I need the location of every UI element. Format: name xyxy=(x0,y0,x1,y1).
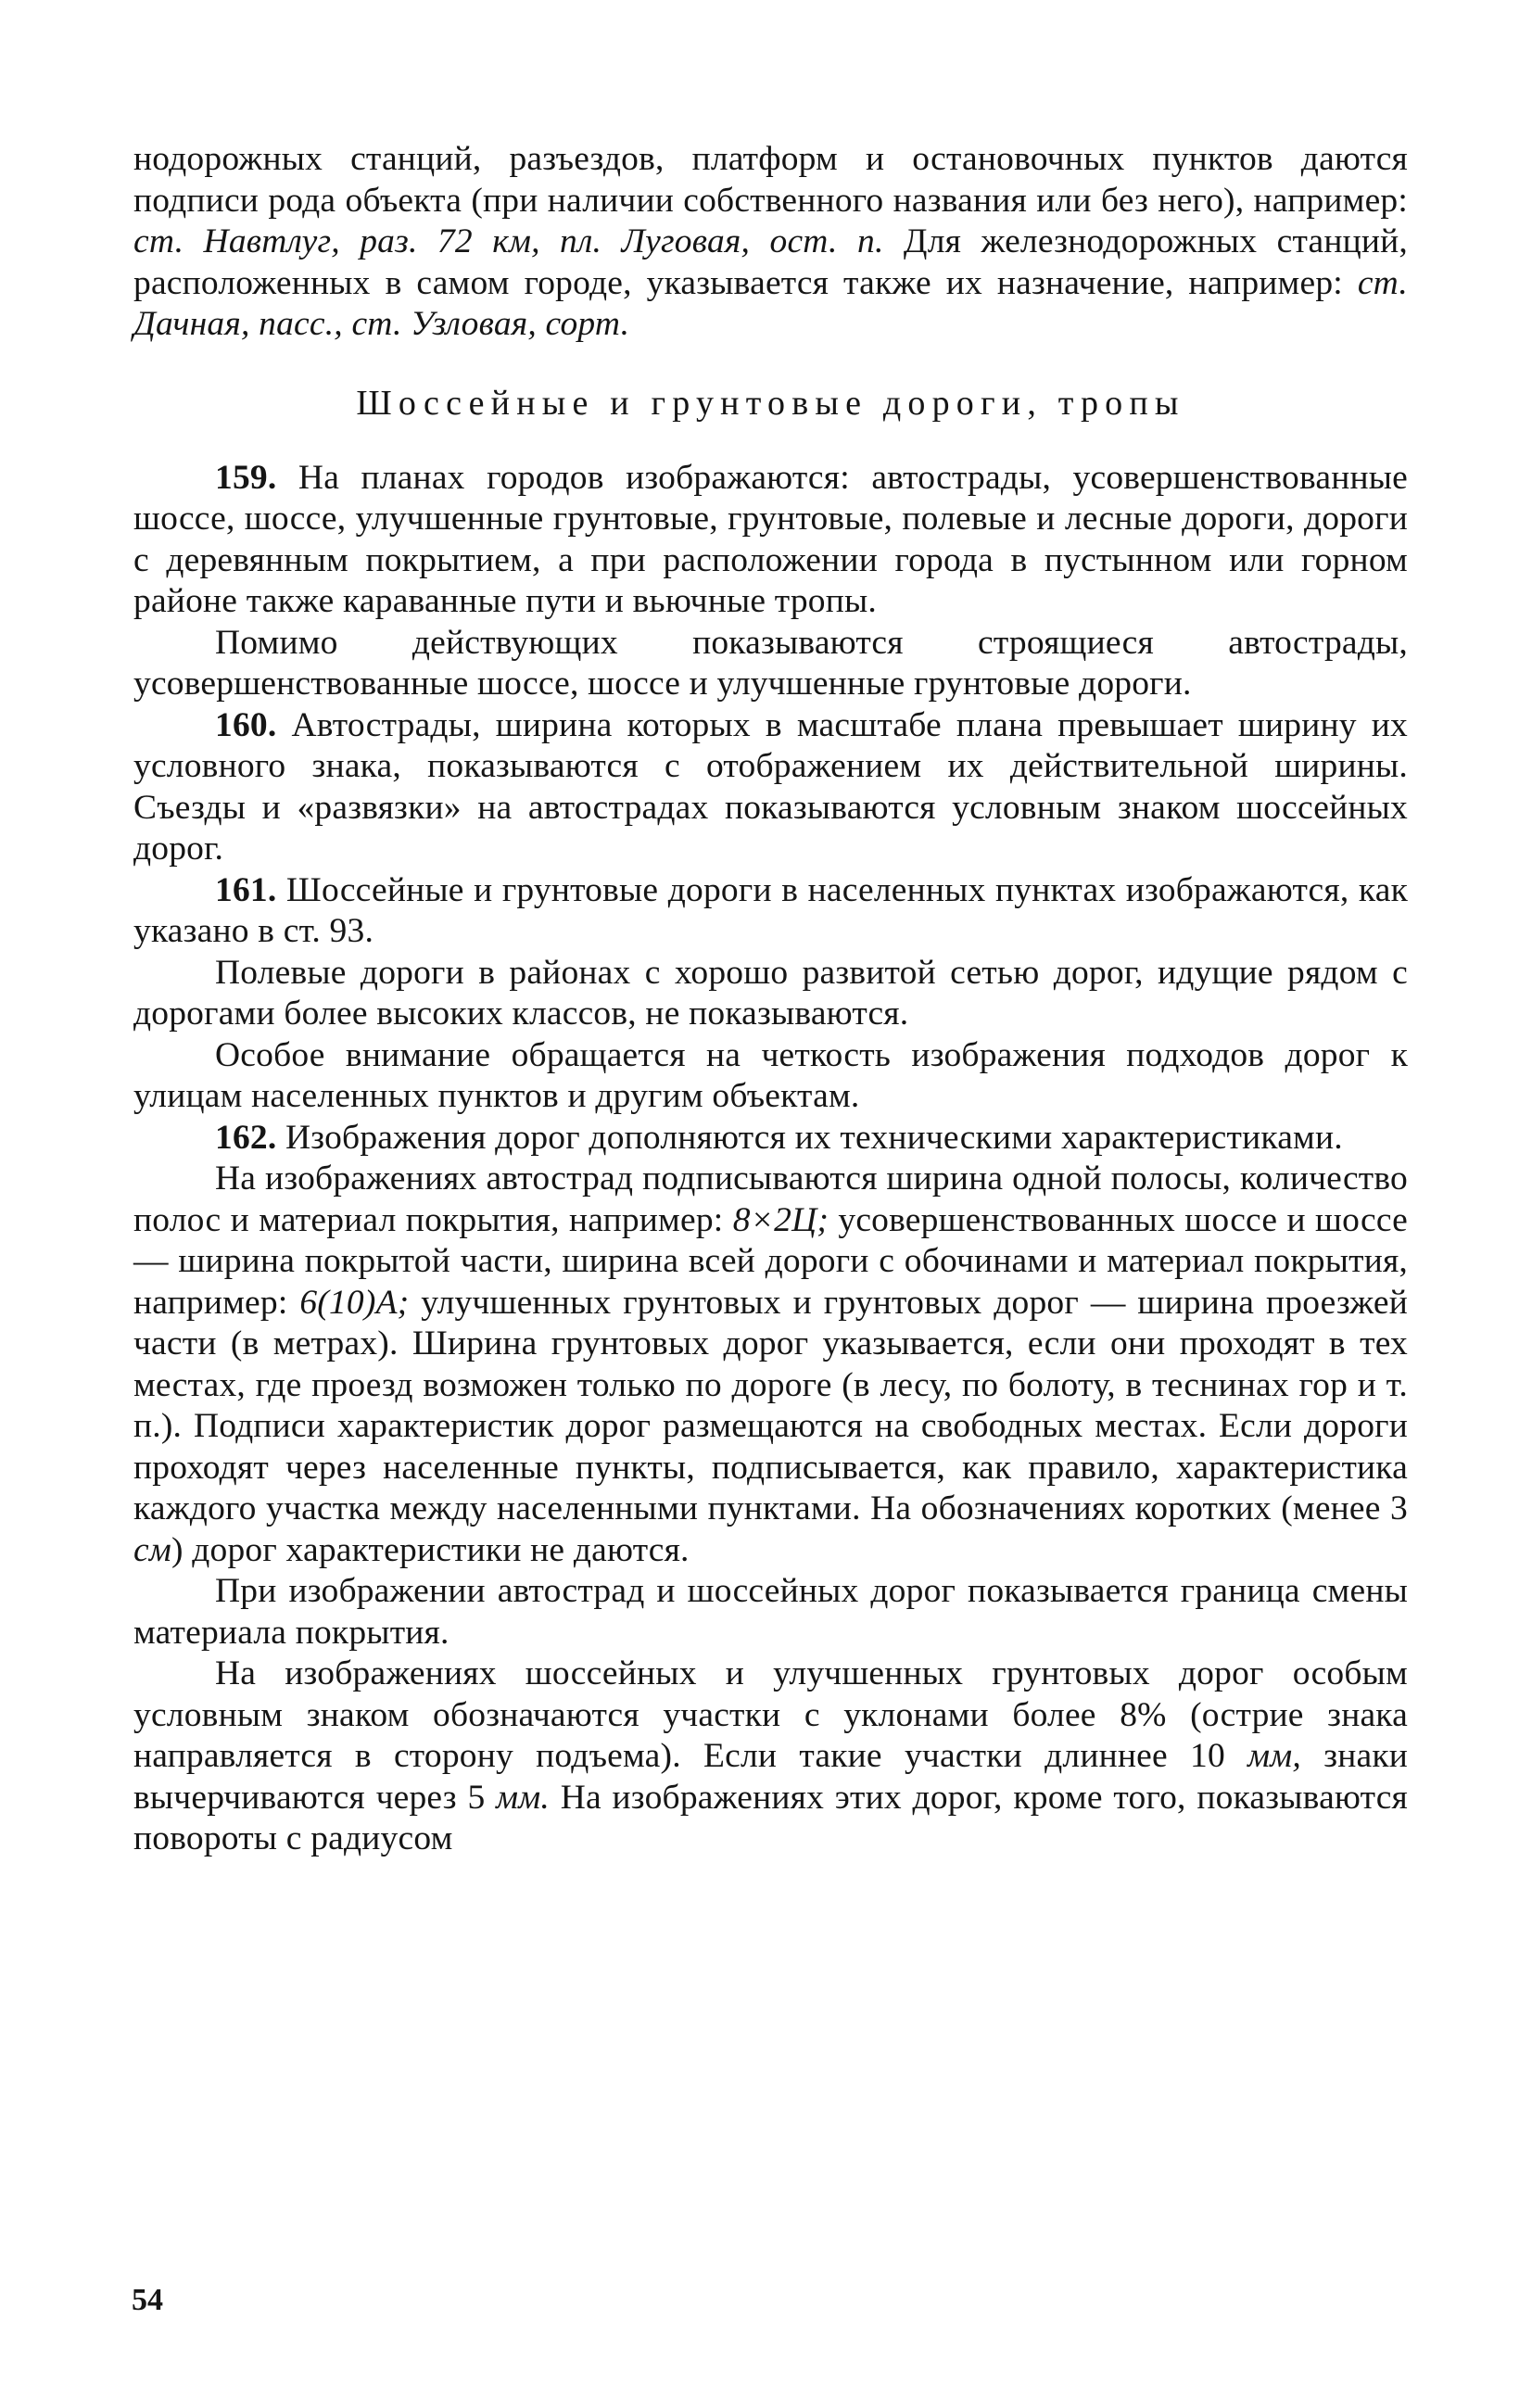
paragraph-162-slopes xyxy=(133,1654,1408,1860)
article-number-159: 159. xyxy=(215,458,277,497)
p162d-text-a: На изображениях шоссейных и улучшенных грунтовых дорог особым условным знаком обозначаются участки с уклонами более 8% (острие знака направляется в сторону подъема). Если такие участки длиннее 10 xyxy=(133,1654,1408,1775)
paragraph-162-text: Изображения дорог дополняются их техническими характеристиками. xyxy=(276,1118,1343,1157)
body-text xyxy=(133,139,1408,1860)
p162b-example-1: 8×2Ц; xyxy=(732,1200,829,1239)
paragraph-159-text: На планах городов изображаются: автострады, усовершенствованные шоссе, шоссе, улучшенные грунтовые, грунтовые, полевые и лесные дороги, дороги с деревянным покрытием, а при расположении города в пустынном или горном районе также караванные пути и вьючные тропы. xyxy=(133,458,1408,620)
p162b-unit-cm: см xyxy=(133,1530,171,1569)
intro-examples-1: ст. Навтлуг, раз. 72 км, пл. Луговая, ост. п. xyxy=(133,222,884,260)
page-number: 54 xyxy=(132,2283,163,2317)
paragraph-159 xyxy=(133,458,1408,623)
p162b-text-g: ) дорог характеристики не даются. xyxy=(171,1530,690,1569)
intro-text-c: Для железнодорожных станций, расположенных в самом городе, указывается также их назначение, например: xyxy=(133,222,1408,302)
p162d-text-c: знаки вычерчиваются через 5 xyxy=(133,1737,1409,1817)
paragraph-161-text: Шоссейные и грунтовые дороги в населенных пунктах изображаются, как указано в ст. 93. xyxy=(133,870,1408,950)
paragraph-160-text: Автострады, ширина которых в масштабе плана превышает ширину их условного знака, показываются с отображением их действительной ширины. Съезды и «развязки» на автострадах показываются условным знаком шоссейных дорог. xyxy=(133,705,1408,868)
paragraph-161-approaches: Особое внимание обращается на четкость изображения подходов дорог к улицам населенных пунктов и другим объектам. xyxy=(133,1035,1408,1115)
article-number-162: 162. xyxy=(215,1118,277,1157)
article-number-161: 161. xyxy=(215,870,277,909)
p162b-example-2: 6(10)А; xyxy=(299,1283,410,1322)
section-title: Шоссейные и грунтовые дороги, тропы xyxy=(356,383,1185,423)
paragraph-162-surface-change: При изображении автострад и шоссейных дорог показывается граница смены материала покрытия. xyxy=(133,1572,1408,1652)
paragraph-162-characteristics xyxy=(133,1159,1408,1571)
p162b-text-e: улучшенных грунтовых и грунтовых дорог — ширина проезжей части (в метрах). Ширина грунтовых дорог указывается, если они проходят в тех местах, где проезд возможен только по дороге (в лесу, по болоту, в теснинах гор и т. п.). Подписи характеристик дорог размещаются на свободных местах. Если дороги проходят через населенные пункты, подписывается, как правило, характеристика каждого участка между населенными пунктами. На обозначениях коротких (менее 3 xyxy=(133,1283,1408,1527)
p162d-text-e: На изображениях этих дорог, кроме того, показываются повороты с радиусом xyxy=(133,1778,1408,1857)
p162b-text-c: усовершенствованных шоссе и шоссе — ширина покрытой части, ширина всей дороги с обочинами и материал покрытия, например: xyxy=(133,1200,1408,1322)
intro-examples-2: ст. Дачная, пасс., ст. Узловая, сорт. xyxy=(133,263,1408,343)
intro-paragraph xyxy=(133,139,1408,346)
p162d-unit-mm-1: мм, xyxy=(1247,1737,1301,1775)
paragraph-161 xyxy=(133,870,1408,953)
intro-text-a: нодорожных станций, разъездов, платформ и остановочных пунктов даются подписи рода объекта (при наличии собственного названия или без него), например: xyxy=(133,140,1408,220)
paragraph-161-field-roads: Полевые дороги в районах с хорошо развитой сетью дорог, идущие рядом с дорогами более высоких классов, не показываются. xyxy=(133,953,1408,1033)
paragraph-162 xyxy=(133,1118,1408,1160)
article-number-160: 160. xyxy=(215,705,277,744)
p162d-unit-mm-2: мм. xyxy=(496,1778,550,1817)
paragraph-159-continued: Помимо действующих показываются строящиеся автострады, усовершенствованные шоссе, шоссе и улучшенные грунтовые дороги. xyxy=(133,623,1408,703)
paragraph-160 xyxy=(133,705,1408,870)
p162b-text-a: На изображениях автострад подписываются ширина одной полосы, количество полос и материал покрытия, например: xyxy=(133,1160,1408,1239)
